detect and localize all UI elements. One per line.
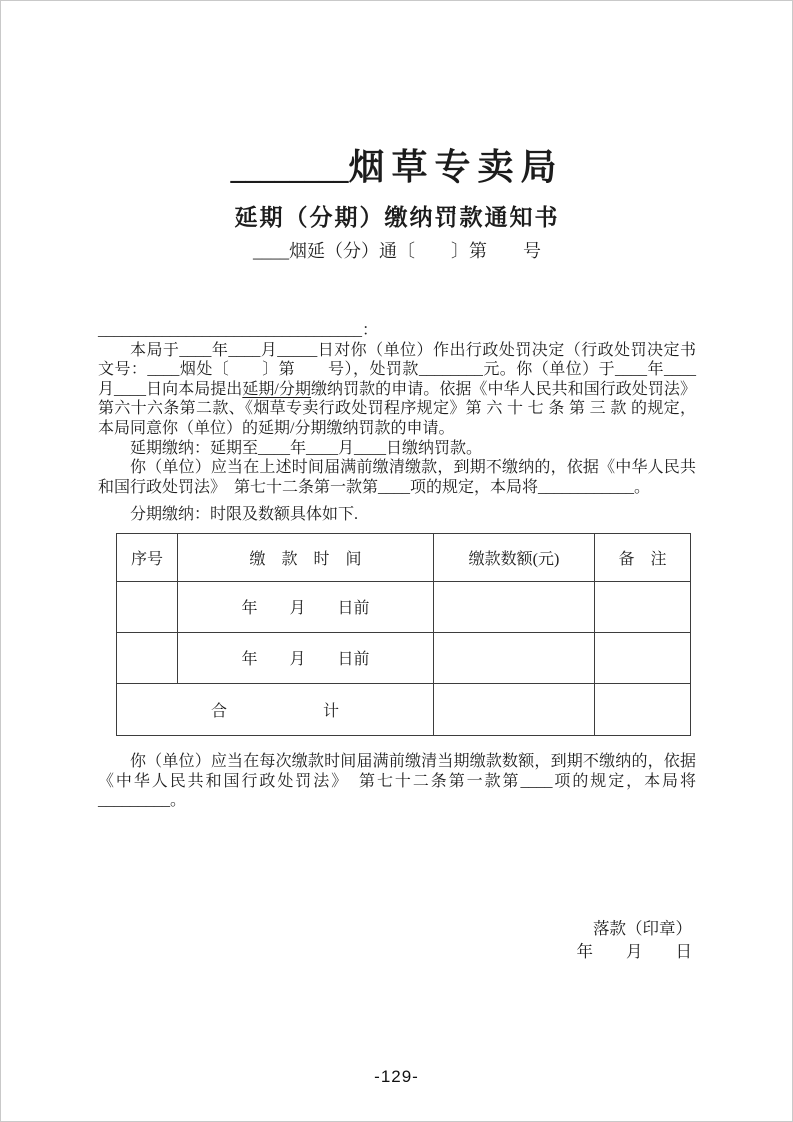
salutation-line: _________________________________： [98, 321, 379, 339]
page-number: -129- [374, 1067, 419, 1086]
installment-table [116, 533, 691, 736]
paragraph-defer: 延期缴纳：延期至____年____月____日缴纳罚款。 [130, 439, 483, 457]
table-row [117, 581, 691, 632]
table-header-note: 备 注 [595, 533, 691, 581]
paragraph-decision-underlined: 延期/分期 [242, 380, 311, 398]
table-cell-seq [117, 581, 178, 632]
paragraph-decision-before: 本局于____年____月_____日对你（单位）作出行政处罚决定（行政处罚决定书文号：____烟处〔 〕第 号），处罚款________元。你（单位）于____年____月____日向本局提出 [98, 341, 696, 398]
table-header-time: 缴 款 时 间 [178, 533, 434, 581]
table-total-row [117, 683, 691, 735]
signature-block [98, 917, 696, 963]
document-content [1, 1, 792, 963]
signature-date-line: 年 月 日 [576, 941, 692, 961]
org-title-line [98, 147, 696, 188]
table-cell-amount [434, 632, 595, 683]
table-cell-amount [434, 581, 595, 632]
table-cell-note [595, 581, 691, 632]
table-cell-seq [117, 632, 178, 683]
paragraph-defer-warning: 你（单位）应当在上述时间届满前缴清缴款，到期不缴纳的，依据《中华人民共和国行政处罚法》 第七十二条第一款第____项的规定，本局将____________。 [98, 459, 696, 496]
table-total-note [595, 683, 691, 735]
table-cell-note [595, 632, 691, 683]
paragraph-decision [98, 341, 696, 439]
paragraph-decision-after: 缴纳罚款的申请。依据《中华人民共和国行政处罚法》第六十六条第二款、《烟草专卖行政处罚程序规定》第 六 十 七 条 第 三 款 的规定，本局同意你（单位）的延期/分期缴纳罚款的申请。 [98, 380, 696, 437]
signature-seal-line: 落款（印章） [593, 918, 692, 938]
table-row [117, 632, 691, 683]
table-header-row [117, 533, 691, 581]
table-header-amount: 缴款数额(元) [434, 533, 595, 581]
table-total-amount [434, 683, 595, 735]
table-cell-time: 年 月 日前 [178, 632, 434, 683]
org-title-text: 烟草专卖局 [348, 147, 564, 187]
doc-number: ____烟延（分）通〔 〕第 号 [253, 240, 541, 261]
paragraph-installment-warning: 你（单位）应当在每次缴款时间届满前缴清当期缴款数额，到期不缴纳的，依据《中华人民共和国行政处罚法》 第七十二条第一款第____项的规定，本局将_________。 [98, 752, 696, 810]
org-title-blank: ________ [230, 154, 349, 186]
table-cell-time: 年 月 日前 [178, 581, 434, 632]
table-header-seq: 序号 [117, 533, 178, 581]
paragraph-installment-intro: 分期缴纳：时限及数额具体如下. [130, 506, 359, 524]
table-total-label: 合 计 [117, 683, 434, 735]
doc-title: 延期（分期）缴纳罚款通知书 [234, 204, 560, 231]
